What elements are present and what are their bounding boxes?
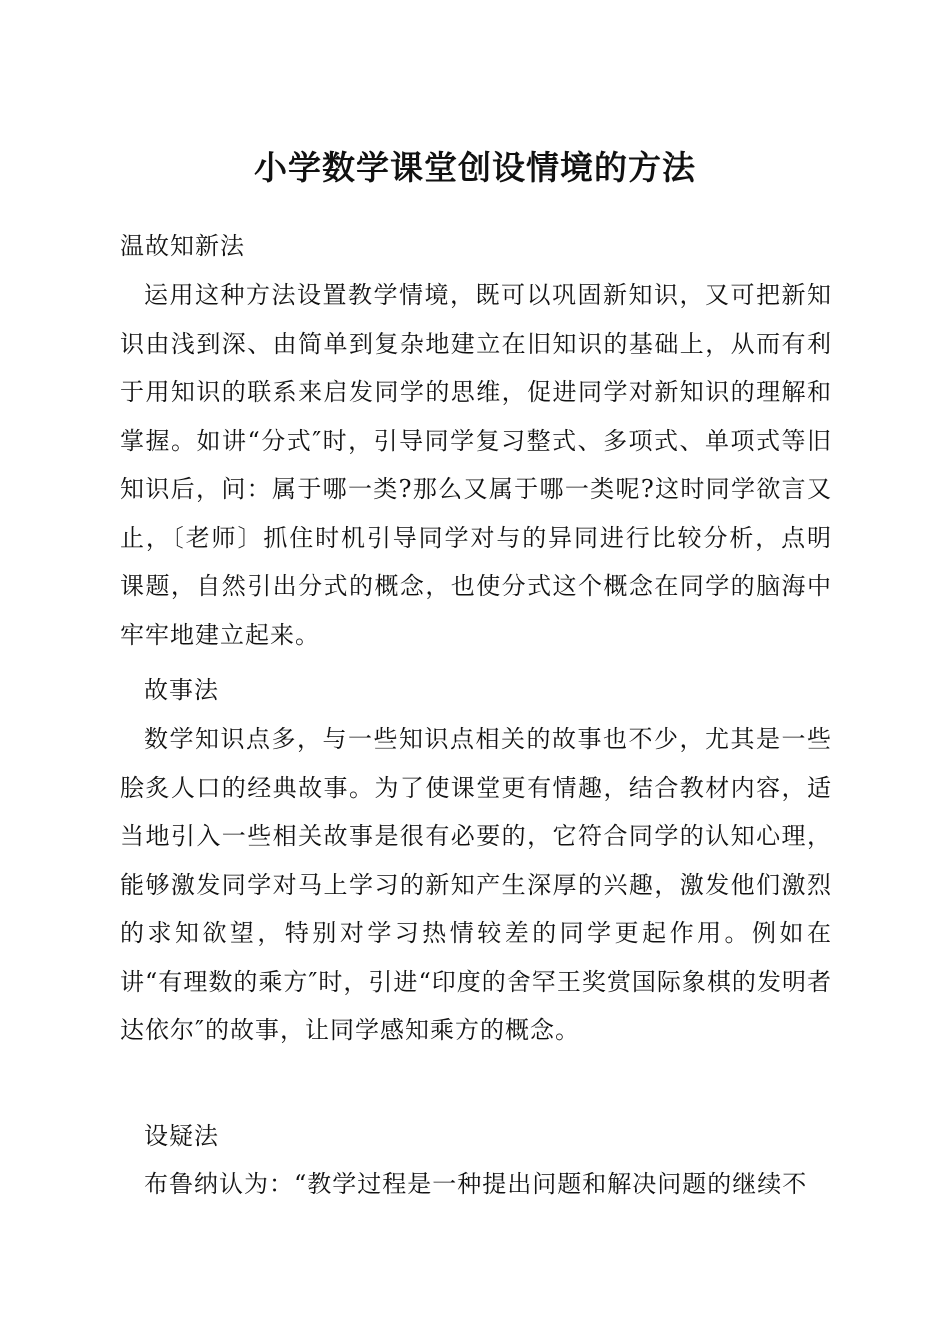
section-paragraph-review: 运用这种方法设置教学情境，既可以巩固新知识，又可把新知识由浅到深、由简单到复杂地建立在旧知识的基础上，从而有利于用知识的联系来启发同学的思维，促进同学对新知识的理解和掌握。如讲“分式″时，引导同学复习整式、多项式、单项式等旧知识后，问：属于哪一类?那么又属于哪一类呢?这时同学欲言又止，〔老师〕抓住时机引导同学对与的异同进行比较分析，点明课题，自然引出分式的概念，也使分式这个概念在同学的脑海中牢牢地建立起来。 xyxy=(120,281,832,649)
page-title: 小学数学课堂创设情境的方法 xyxy=(254,148,696,187)
section-heading-review: 温故知新法 xyxy=(120,232,245,260)
section-paragraph-story: 数学知识点多，与一些知识点相关的故事也不少，尤其是一些脍炙人口的经典故事。为了使课堂更有情趣，结合教材内容，适当地引入一些相关故事是很有必要的，它符合同学的认知心理，能够激发同学对马上学习的新知产生深厚的兴趣，激发他们激烈的求知欲望，特别对学习热情较差的同学更起作用。例如在讲“有理数的乘方″时，引进“印度的舍罕王奖赏国际象棋的发明者达依尔″的故事，让同学感知乘方的概念。 xyxy=(120,725,832,1044)
section-paragraph-question: 布鲁纳认为：“教学过程是一种提出问题和解决问题的继续不 xyxy=(144,1170,808,1198)
section-heading-question: 设疑法 xyxy=(144,1122,219,1150)
section-heading-story: 故事法 xyxy=(144,676,219,704)
